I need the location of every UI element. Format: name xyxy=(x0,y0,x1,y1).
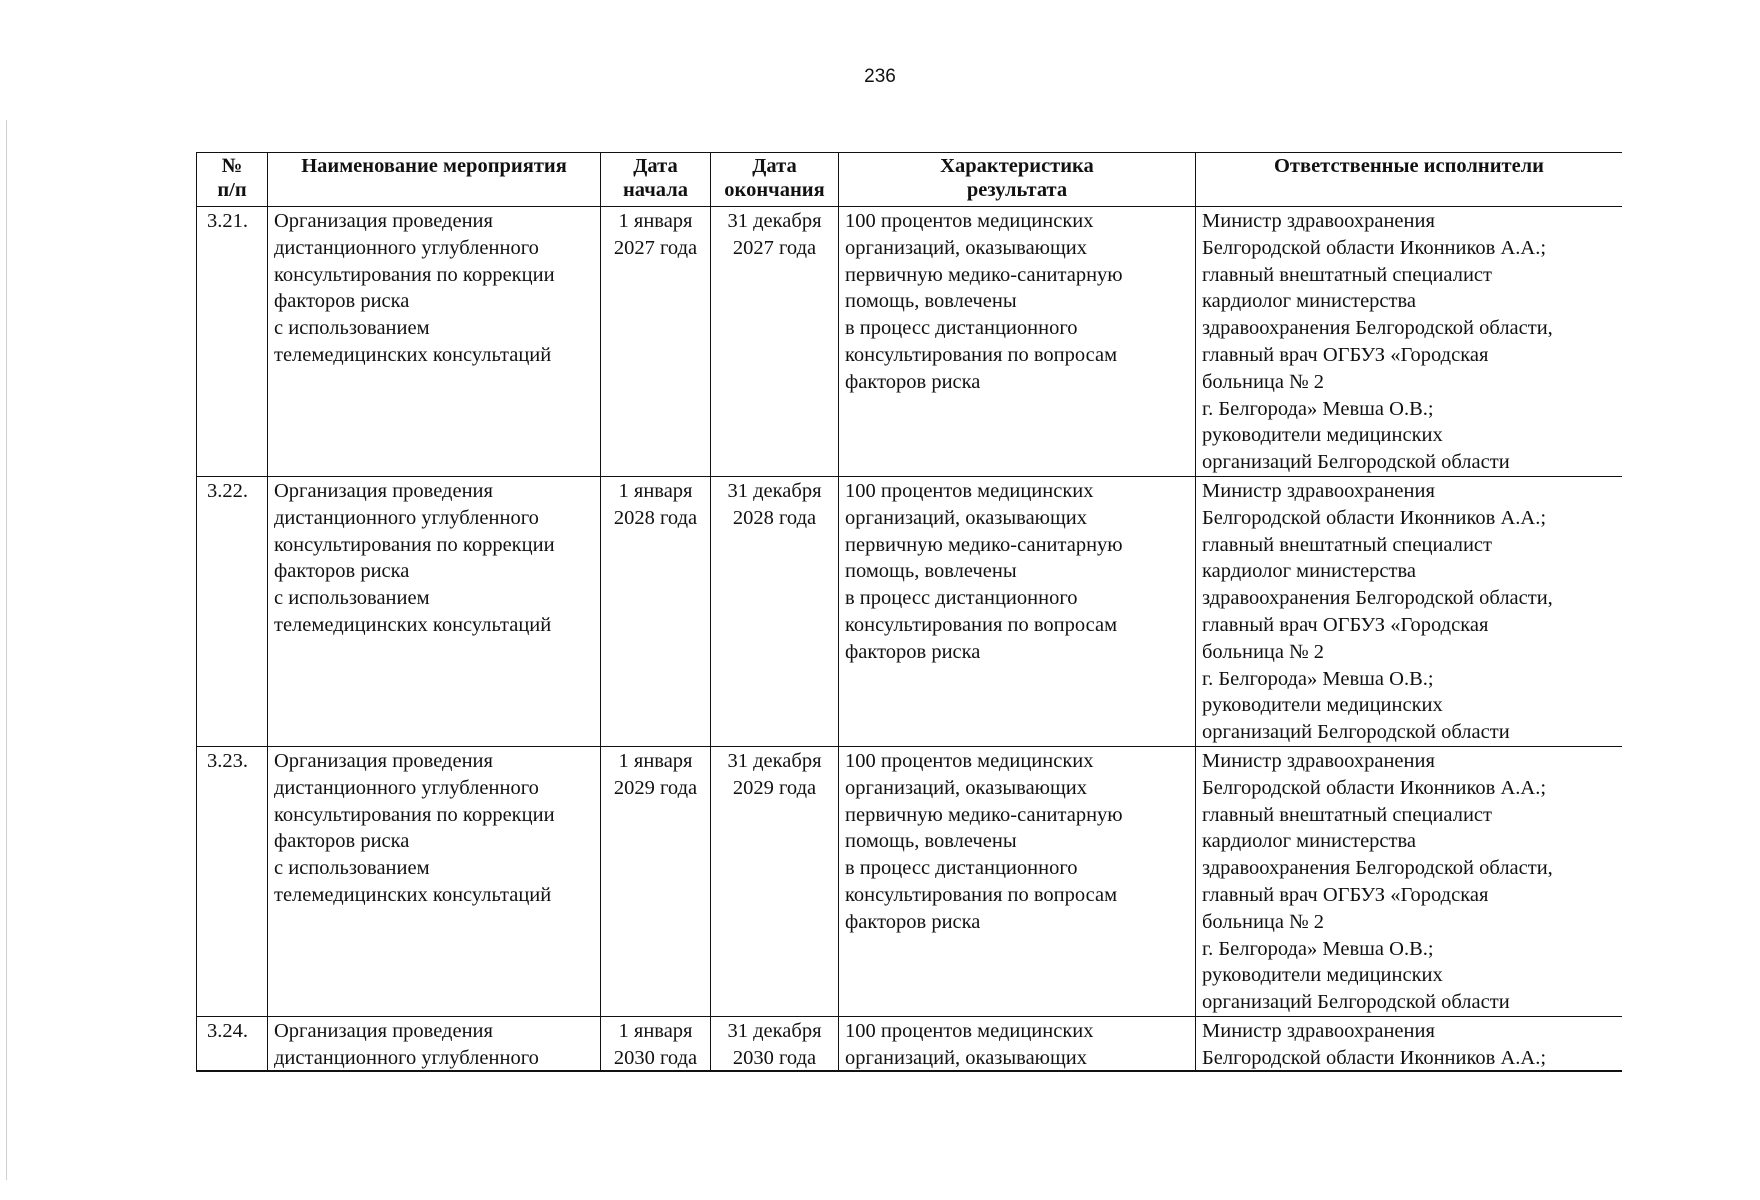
start-date: 1 января 2029 года xyxy=(601,746,711,1016)
executors-list: Министр здравоохранения Белгородской области Иконников А.А.; главный внештатный специалист кардиолог министерства здравоохранения Белгородской области, главный врач ОГБУЗ «Городская больница № 2 г. Белгорода» Мевша О.В.; руководители медицинских организаций Белгородской области xyxy=(1196,746,1623,1016)
table-container xyxy=(196,152,1622,1072)
header-result: Характеристика результата xyxy=(839,153,1196,207)
row-number: 3.23. xyxy=(197,746,268,1016)
header-start-date: Дата начала xyxy=(601,153,711,207)
start-date: 1 января 2028 года xyxy=(601,476,711,746)
start-date: 1 января 2030 года xyxy=(601,1016,711,1072)
row-number: 3.24. xyxy=(197,1016,268,1072)
result-description: 100 процентов медицинских организаций, оказывающих первичную медико-санитарную помощь, вовлечены в процесс дистанционного консультирования по вопросам факторов риска xyxy=(839,476,1196,746)
page-number: 236 xyxy=(864,66,896,87)
result-description: 100 процентов медицинских организаций, оказывающих первичную медико-санитарную помощь, вовлечены в процесс дистанционного консультирования по вопросам факторов риска xyxy=(839,207,1196,477)
table-header-row xyxy=(197,153,1623,207)
scan-edge-line xyxy=(6,120,7,1180)
executors-list: Министр здравоохранения Белгородской области Иконников А.А.; xyxy=(1196,1016,1623,1072)
executors-list: Министр здравоохранения Белгородской области Иконников А.А.; главный внештатный специалист кардиолог министерства здравоохранения Белгородской области, главный врач ОГБУЗ «Городская больница № 2 г. Белгорода» Мевша О.В.; руководители медицинских организаций Белгородской области xyxy=(1196,476,1623,746)
header-executors: Ответственные исполнители xyxy=(1196,153,1623,207)
header-end-date: Дата окончания xyxy=(711,153,839,207)
header-activity-name: Наименование мероприятия xyxy=(268,153,601,207)
table-row xyxy=(197,746,1623,1016)
result-description: 100 процентов медицинских организаций, оказывающих первичную медико-санитарную помощь, вовлечены в процесс дистанционного консультирования по вопросам факторов риска xyxy=(839,746,1196,1016)
end-date: 31 декабря 2030 года xyxy=(711,1016,839,1072)
end-date: 31 декабря 2028 года xyxy=(711,476,839,746)
table-row xyxy=(197,1016,1623,1072)
row-number: 3.22. xyxy=(197,476,268,746)
activities-table xyxy=(196,152,1622,1072)
activity-name: Организация проведения дистанционного углубленного консультирования по коррекции факторов риска с использованием телемедицинских консультаций xyxy=(268,476,601,746)
executors-list: Министр здравоохранения Белгородской области Иконников А.А.; главный внештатный специалист кардиолог министерства здравоохранения Белгородской области, главный врач ОГБУЗ «Городская больница № 2 г. Белгорода» Мевша О.В.; руководители медицинских организаций Белгородской области xyxy=(1196,207,1623,477)
activity-name: Организация проведения дистанционного углубленного xyxy=(268,1016,601,1072)
table-row xyxy=(197,207,1623,477)
start-date: 1 января 2027 года xyxy=(601,207,711,477)
activity-name: Организация проведения дистанционного углубленного консультирования по коррекции факторов риска с использованием телемедицинских консультаций xyxy=(268,207,601,477)
end-date: 31 декабря 2027 года xyxy=(711,207,839,477)
table-row xyxy=(197,476,1623,746)
end-date: 31 декабря 2029 года xyxy=(711,746,839,1016)
result-description: 100 процентов медицинских организаций, оказывающих xyxy=(839,1016,1196,1072)
activity-name: Организация проведения дистанционного углубленного консультирования по коррекции факторов риска с использованием телемедицинских консультаций xyxy=(268,746,601,1016)
row-number: 3.21. xyxy=(197,207,268,477)
header-number: № п/п xyxy=(197,153,268,207)
